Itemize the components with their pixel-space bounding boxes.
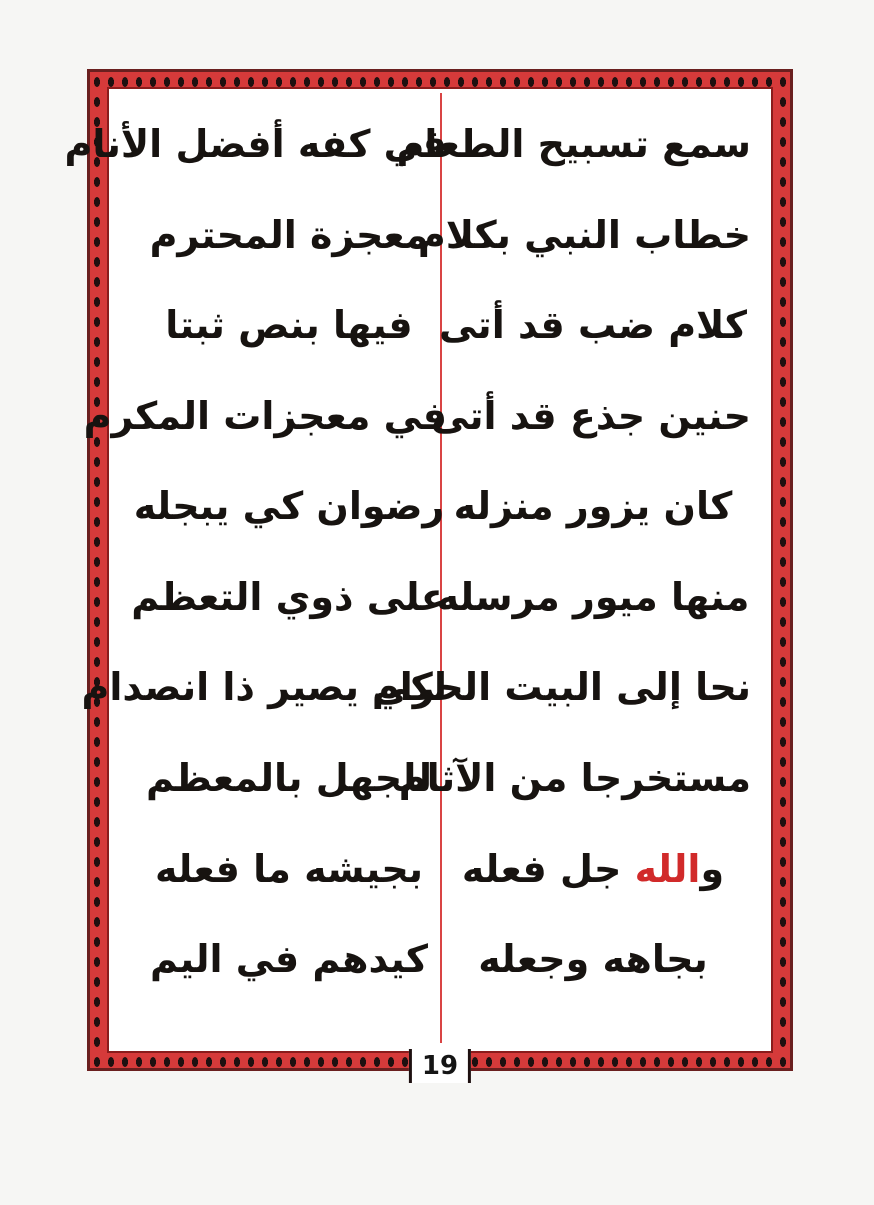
- verse-line: رضوان كي يبجله: [133, 484, 445, 529]
- verse-line: منها ميور مرسله: [436, 574, 750, 619]
- verse-line: لكي يصير ذا انصدام: [81, 665, 447, 710]
- left-verse-column: [64, 122, 447, 991]
- verse-line: بجيشه ما فعله: [154, 846, 424, 891]
- verse-line: للجهل بالمعظم: [146, 755, 432, 800]
- verse-line: كلام ضب قد أتى: [438, 303, 747, 348]
- verse-line: كان يزور منزله: [453, 484, 733, 529]
- verse-line: خطاب النبي بكلام: [417, 212, 751, 257]
- verse-line: معجزة المحترم: [149, 212, 429, 257]
- page-border-frame: [64, 69, 793, 1081]
- verse-line: مستخرجا من الآثام: [398, 755, 751, 800]
- verse-line: في معجزات المكرم: [83, 393, 447, 438]
- verse-line: كيدهم في اليم: [149, 937, 429, 982]
- verse-line: بجاهه وجعله: [478, 937, 708, 982]
- verse-panel: [64, 87, 773, 1053]
- page-number: 19: [409, 1049, 471, 1083]
- verse-line: فيها بنص ثبتا: [165, 303, 413, 348]
- verse-line: نحا إلى البيت الحرام: [371, 665, 751, 710]
- verse-line: حنين جذع قد أتى: [430, 393, 751, 438]
- verse-line: سمع تسبيح الطعام: [396, 122, 751, 166]
- divine-name-highlight: الله: [634, 846, 701, 891]
- verse-line: في كفه أفضل الأنام: [64, 122, 447, 166]
- verse-line: على ذوي التعظم: [131, 574, 447, 619]
- right-verse-column: [371, 122, 751, 991]
- verse-line-with-divine-name: والله جل فعله: [461, 846, 725, 891]
